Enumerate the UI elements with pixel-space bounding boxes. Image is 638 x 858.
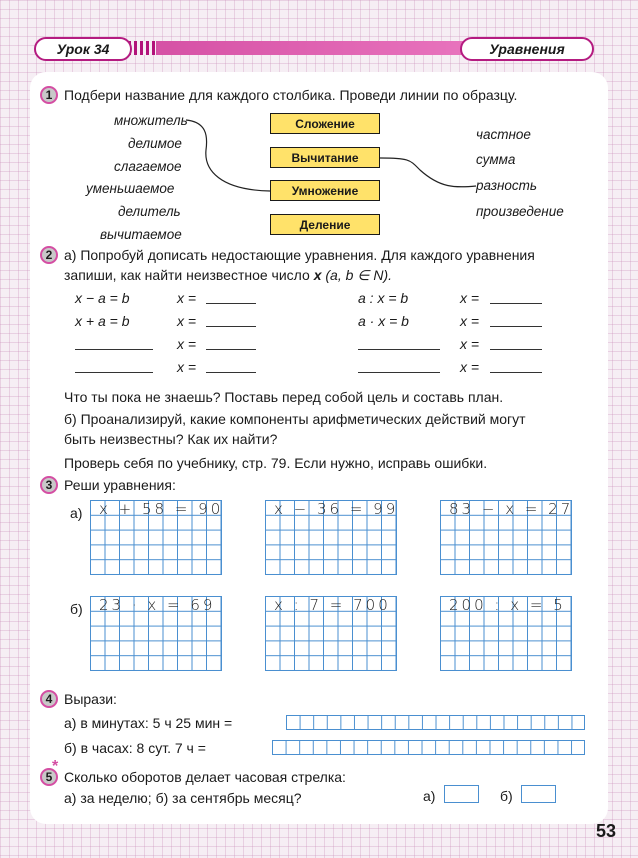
task5-a-label: а) [423,788,436,804]
task5-a-answer-box[interactable] [444,785,479,803]
topic-badge: Уравнения [460,37,594,61]
task4-text: Вырази: [64,691,117,707]
left-word-1: множитель [114,113,188,128]
star-icon: * [52,758,59,775]
task2-part-b-line1: б) Проанализируй, какие компоненты арифметических действий могут [64,411,526,427]
task3-text: Реши уравнения: [64,477,176,493]
operation-addition: Сложение [270,113,380,134]
example-connector-lines [0,0,638,260]
blank-equation-left-3[interactable] [75,349,153,350]
grid-b-1[interactable] [90,596,222,671]
row-b-label: б) [70,601,83,617]
task-number-3: 3 [40,476,58,494]
left-word-2: делимое [128,136,182,151]
blank-equation-right-4[interactable] [358,372,440,373]
task4-a-answer-cells[interactable] [286,715,585,730]
task-number-4: 4 [40,690,58,708]
task2-plan-text: Что ты пока не знаешь? Поставь перед собой цель и составь план. [64,389,504,405]
grid-a-2[interactable] [265,500,397,575]
task4-b-answer-cells[interactable] [272,740,585,755]
left-word-3: слагаемое [114,159,182,174]
operation-division: Деление [270,214,380,235]
task5-b-answer-box[interactable] [521,785,556,803]
grid-a-3[interactable] [440,500,572,575]
task-number-5: 5 [40,768,58,786]
right-word-2: сумма [476,152,516,167]
equation-b-1: 23 · x = 69 [99,596,216,614]
equation-a-1: x + 58 = 90 [99,500,224,518]
grid-b-2[interactable] [265,596,397,671]
x-equals-7: x = [460,336,480,352]
answer-line-1[interactable] [206,303,256,304]
grid-a-1[interactable] [90,500,222,575]
task1-text: Подбери название для каждого столбика. Проведи линии по образцу. [64,87,518,103]
x-equals-3: x = [177,336,197,352]
answer-line-5[interactable] [490,303,542,304]
x-equals-5: x = [460,290,480,306]
operation-multiplication: Умножение [270,180,380,201]
grid-b-3[interactable] [440,596,572,671]
task-number-1: 1 [40,86,58,104]
equation-b-3: 200 : x = 5 [449,596,566,614]
task2-part-b-line2: быть неизвестны? Как их найти? [64,431,278,447]
answer-line-8[interactable] [490,372,542,373]
left-word-6: вычитаемое [100,227,182,242]
x-equals-8: x = [460,359,480,375]
task5-line1: Сколько оборотов делает часовая стрелка: [64,769,346,785]
x-equals-2: x = [177,313,197,329]
equation-right-1: a : x = b [358,290,409,306]
answer-line-2[interactable] [206,326,256,327]
task4-a-text: а) в минутах: 5 ч 25 мин = [64,715,233,731]
task2-check-text: Проверь себя по учебнику, стр. 79. Если нужно, исправь ошибки. [64,455,488,471]
left-word-4: уменьшаемое [86,181,175,196]
left-word-5: делитель [118,204,181,219]
answer-line-7[interactable] [490,349,542,350]
task5-line2: а) за неделю; б) за сентябрь месяц? [64,790,302,806]
equation-left-2: x + a = b [75,313,130,329]
blank-equation-right-3[interactable] [358,349,440,350]
operation-subtraction: Вычитание [270,147,380,168]
answer-line-6[interactable] [490,326,542,327]
task-number-2: 2 [40,246,58,264]
right-word-4: произведение [476,204,564,219]
x-equals-6: x = [460,313,480,329]
answer-line-3[interactable] [206,349,256,350]
task2-line2: запиши, как найти неизвестное число x (a, b ∈ N). [64,267,393,283]
answer-line-4[interactable] [206,372,256,373]
equation-b-2: x : 7 = 700 [274,596,391,614]
equation-left-1: x − a = b [75,290,130,306]
task2-line1: а) Попробуй дописать недостающие уравнения. Для каждого уравнения [64,247,535,263]
equation-right-2: a · x = b [358,313,409,329]
right-word-3: разность [476,178,538,193]
task4-b-text: б) в часах: 8 сут. 7 ч = [64,740,206,756]
equation-a-3: 83 − x = 27 [449,500,574,518]
blank-equation-left-4[interactable] [75,372,153,373]
x-equals-1: x = [177,290,197,306]
equation-a-2: x − 36 = 99 [274,500,399,518]
x-equals-4: x = [177,359,197,375]
lesson-badge: Урок 34 [34,37,132,61]
page-number: 53 [595,821,616,841]
row-a-label: а) [70,505,83,521]
task5-b-label: б) [500,788,513,804]
right-word-1: частное [476,127,531,142]
